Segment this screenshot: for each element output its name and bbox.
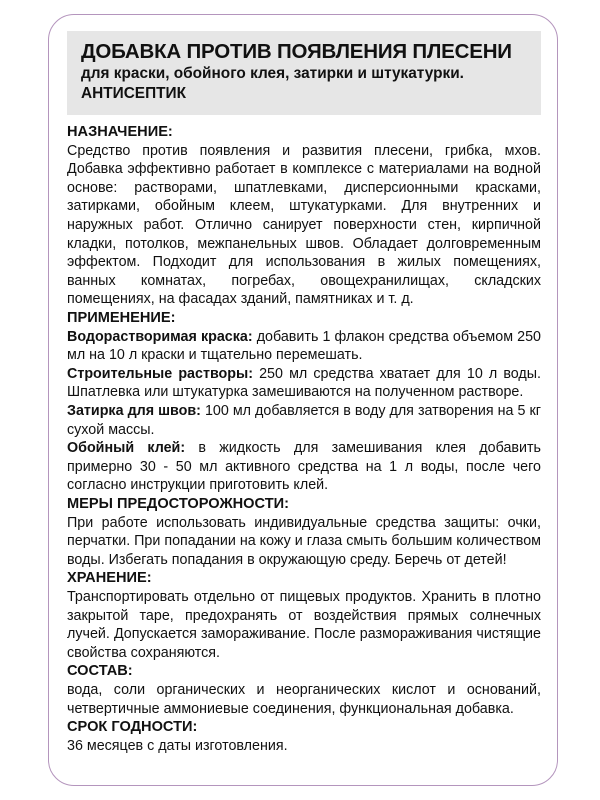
application-item-text: в жидкость для замешивания клея добавить примерно 30 - 50 мл активного средства на 1 л воды, после чего согласно инструкции приготовить клей.	[67, 440, 541, 494]
section-body-composition: вода, соли органических и неорганических кислот и оснований, четвертичные аммониевые соединения, функциональная добавка.	[67, 681, 541, 717]
application-item	[67, 365, 541, 402]
section-body-precautions: При работе использовать индивидуальные средства защиты: очки, перчатки. При попадании на кожу и глаза смыть большим количеством воды. Избегать попадания в окружающую среду. Беречь от детей!	[67, 514, 541, 568]
title-block	[67, 31, 541, 115]
section-heading-shelf-life: СРОК ГОДНОСТИ:	[67, 719, 198, 736]
section-heading-composition: СОСТАВ:	[67, 663, 133, 680]
section-heading-storage: ХРАНЕНИЕ:	[67, 570, 152, 587]
product-label-card	[48, 14, 558, 786]
application-item-label: Затирка для швов:	[67, 403, 201, 420]
section-heading-purpose: НАЗНАЧЕНИЕ:	[67, 124, 173, 141]
section-body-purpose: Средство против появления и развития плесени, грибка, мхов. Добавка эффективно работает в комплексе с материалами на водной основе: растворами, шпатлевками, дисперсионными красками, затирками, обойным клеем, штукатурками. Для внутренних и наружных работ. Отлично санирует поверхности стен, кирпичной кладки, потолков, межпанельных швов. Обладает долговременным эффектом. Подходит для использования в жилых помещениях, ванных комнатах, погребах, овощехранилищах, складских помещениях, на фасадах зданий, памятниках и т. д.	[67, 142, 541, 308]
application-item-label: Строительные растворы:	[67, 365, 253, 382]
section-body-storage: Транспортировать отдельно от пищевых продуктов. Хранить в плотно закрытой таре, предохранять от воздействия прямых солнечных лучей. Допускается замораживание. После размораживания чистящие свойства сохраняются.	[67, 588, 541, 661]
section-heading-application: ПРИМЕНЕНИЕ:	[67, 310, 176, 327]
application-item	[67, 439, 541, 495]
label-content	[67, 31, 541, 755]
application-item	[67, 402, 541, 439]
application-item	[67, 328, 541, 365]
product-title: ДОБАВКА ПРОТИВ ПОЯВЛЕНИЯ ПЛЕСЕНИ	[81, 40, 512, 63]
application-item-label: Водорастворимая краска:	[67, 328, 253, 345]
product-type: АНТИСЕПТИК	[81, 85, 186, 103]
product-subtitle: для краски, обойного клея, затирки и штукатурки.	[81, 64, 464, 82]
application-item-text: 100 мл добавляется в воду для затворения на 5 кг сухой массы.	[67, 403, 541, 438]
application-item-label: Обойный клей:	[67, 440, 186, 457]
section-body-shelf-life: 36 месяцев с даты изготовления.	[67, 737, 288, 754]
application-item-text: добавить 1 флакон средства объемом 250 мл на 10 л краски и тщательно перемешать.	[67, 328, 541, 364]
application-item-text: 250 мл средства хватает для 10 л воды. Шпатлевка или штукатурка замешиваются на полученном растворе.	[67, 365, 541, 401]
label-body	[67, 123, 541, 755]
section-heading-precautions: МЕРЫ ПРЕДОСТОРОЖНОСТИ:	[67, 495, 289, 512]
